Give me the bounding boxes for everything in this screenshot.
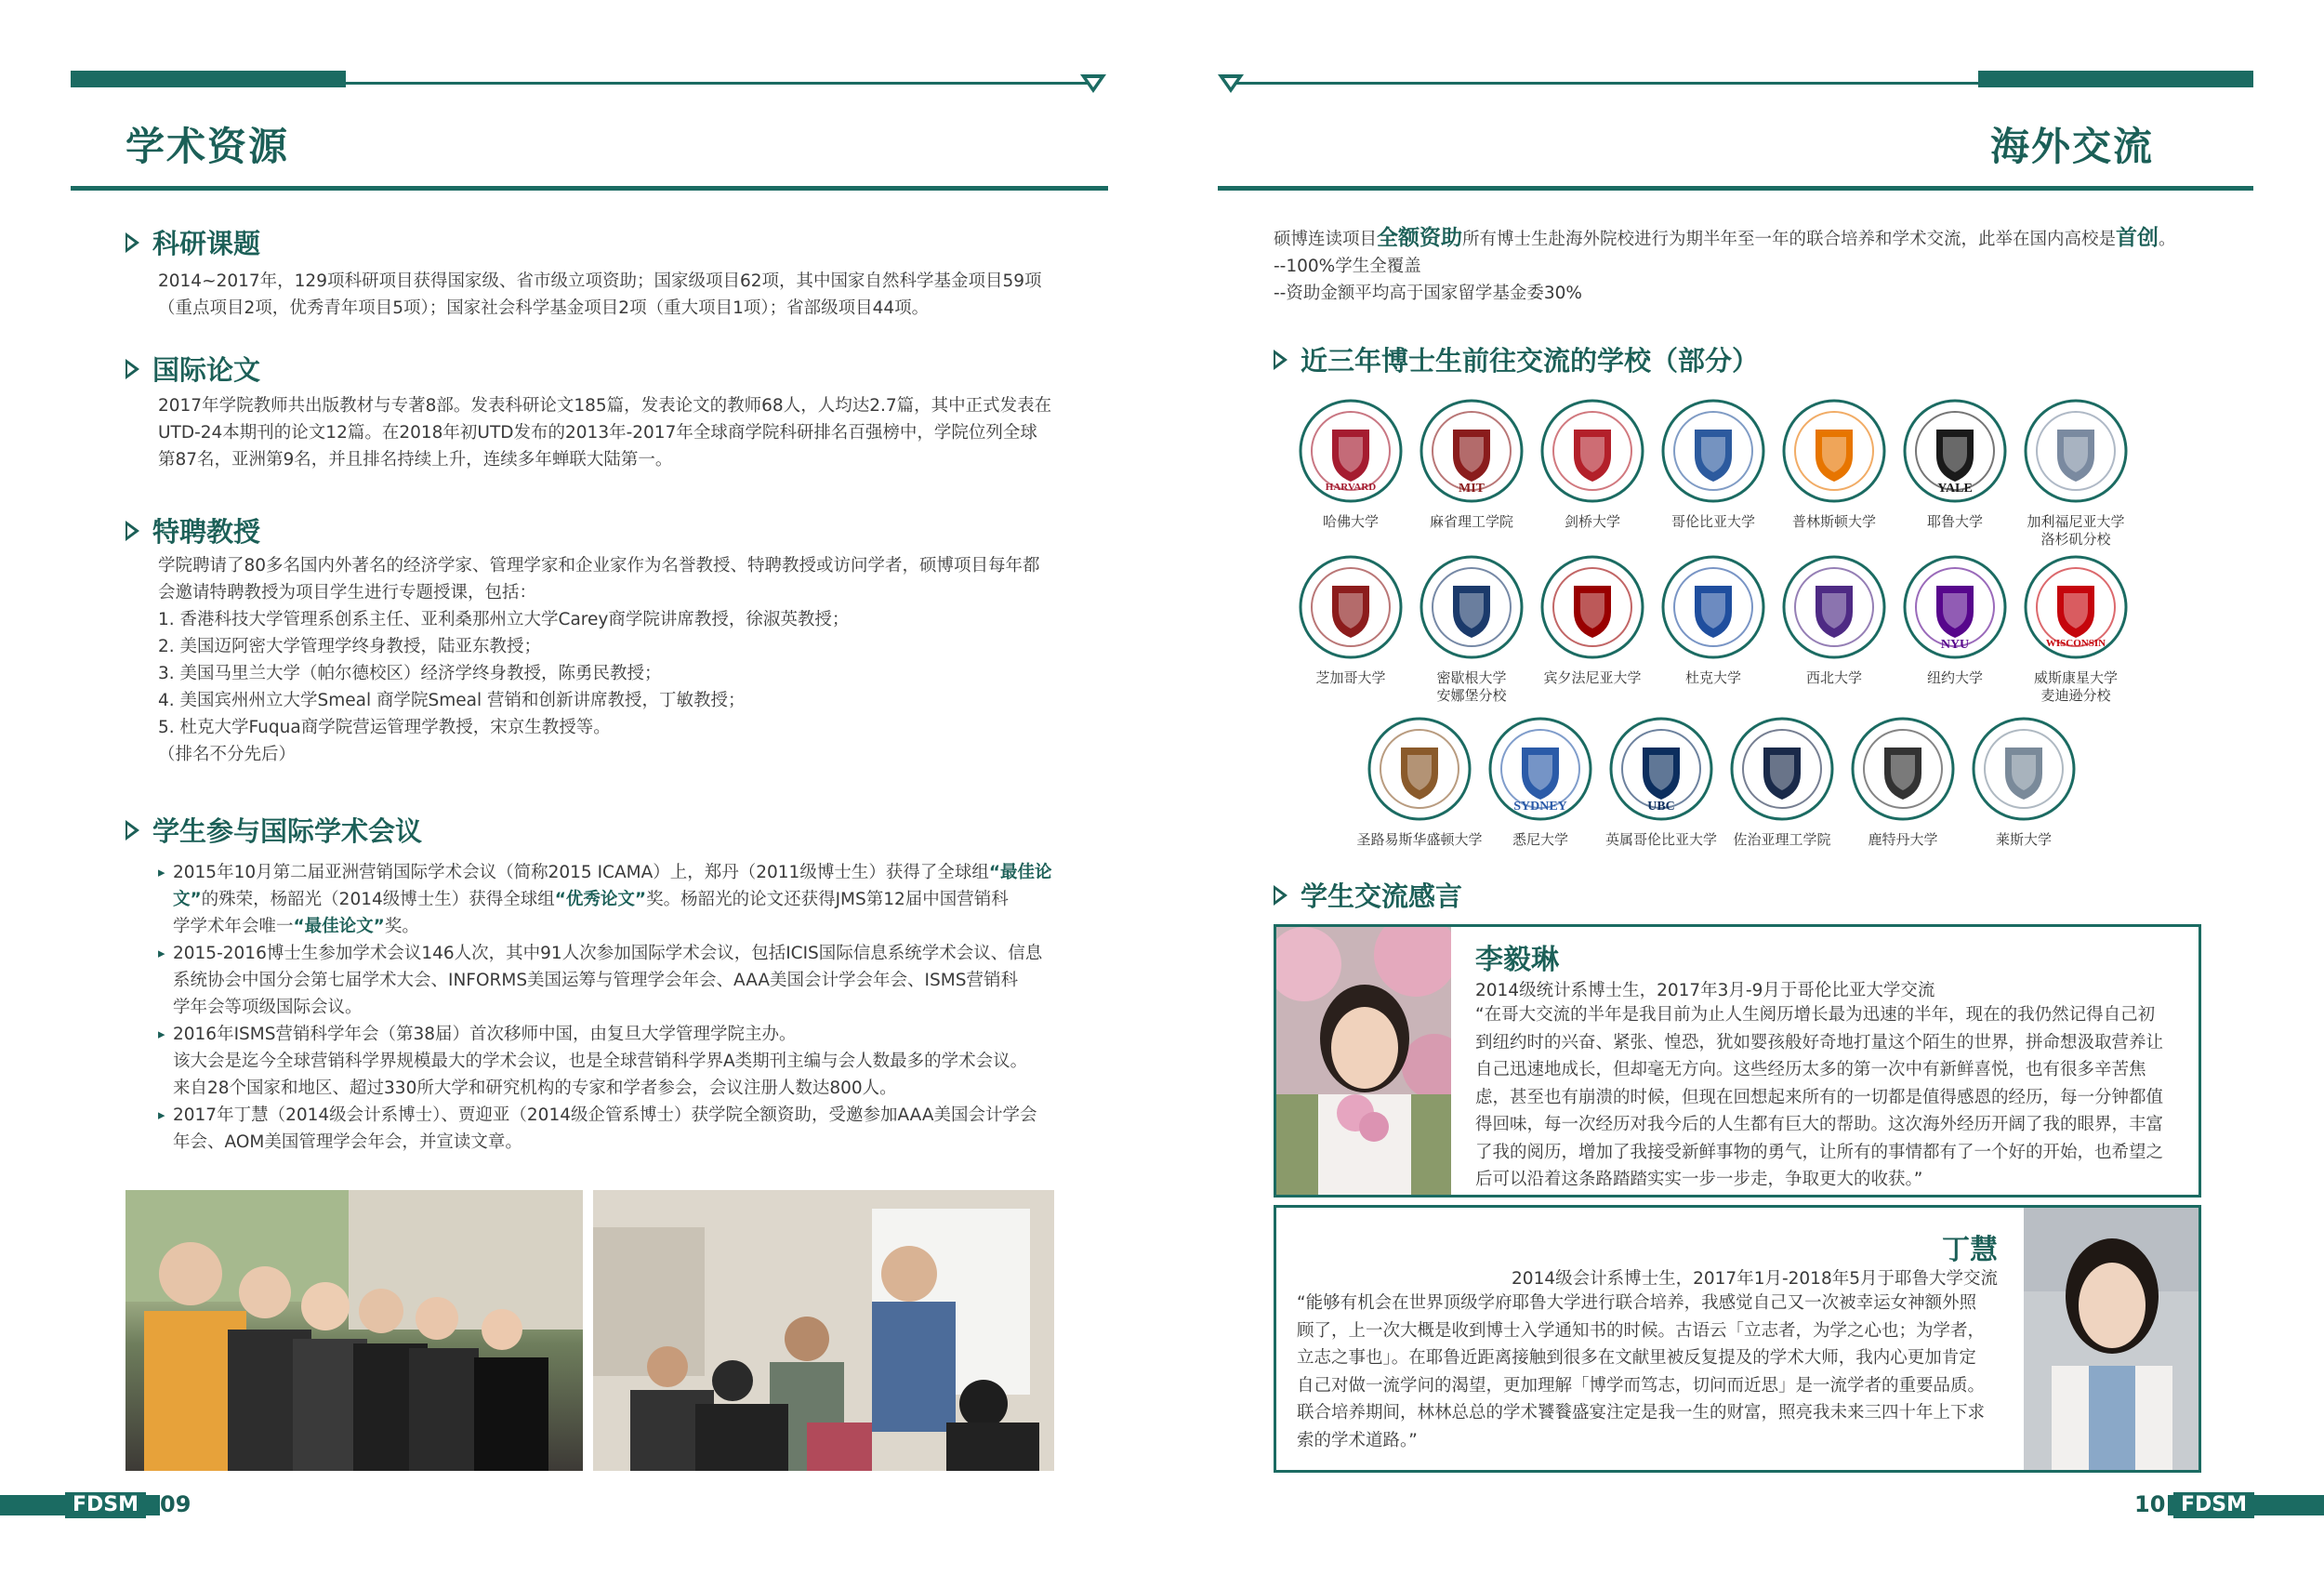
school-logo-icon <box>2023 398 2129 504</box>
text-line: （重点项目2项，优秀青年项目5项）；国家社会科学基金项目2项（重大项目1项）；省部级项目44项。 <box>158 298 930 318</box>
highlight-text: “最佳论 <box>988 863 1052 882</box>
student-photo-liyilin <box>1276 927 1451 1195</box>
school-name <box>1523 669 1662 687</box>
school-name-line: 圣路易斯华盛顿大学 <box>1356 831 1483 848</box>
text-line: 学院聘请了80多名国内外著名的经济学家、管理学家和企业家作为名誉教授、特聘教授或访问学者，硕博项目每年都 <box>158 556 1040 576</box>
left-top-line <box>346 82 1089 85</box>
heading-text: 国际论文 <box>152 354 261 386</box>
section-heading-research <box>125 223 260 261</box>
school-logo-icon <box>1660 554 1766 660</box>
school-name <box>1764 669 1904 687</box>
school-name-line: 鹿特丹大学 <box>1868 831 1938 848</box>
text-line: 立志之事也」。在耶鲁近距离接触到很多在文献里被反复提及的学术大师，我内心更加肯定 <box>1297 1348 1976 1368</box>
school-name-line: 麦迪逊分校 <box>2040 687 2111 704</box>
school-name-line: 威斯康星大学 <box>2033 669 2118 686</box>
text-line: 后可以沿着这条路踏踏实实一步一步走，争取更大的收获。” <box>1475 1170 1923 1189</box>
heading-text: 特聘教授 <box>152 516 261 548</box>
school-name-line: 纽约大学 <box>1926 669 1983 686</box>
highlight-text: “最佳论文” <box>293 917 385 936</box>
heading-text: 学生交流感言 <box>1301 880 1463 912</box>
school-name <box>1644 669 1783 687</box>
text-line: 2017年学院教师共出版教材与专著8部。发表科研论文185篇，发表论文的教师68人，人均达2.7篇，其中正式发表在 <box>158 396 1052 416</box>
triangle-bullet-icon <box>125 232 139 253</box>
school-name <box>1402 513 1541 531</box>
text-span: 。 <box>2159 230 2176 249</box>
school-logo-icon <box>1419 554 1525 660</box>
student-info-2: 2014级会计系博士生，2017年1月-2018年5月于耶鲁大学交流 <box>1512 1269 1998 1289</box>
school-name-line: 西北大学 <box>1805 669 1862 686</box>
page-number: 09 <box>160 1491 191 1517</box>
school-name <box>2006 669 2146 705</box>
left-top-bar <box>71 71 346 87</box>
school-wordmark: YALE <box>1937 482 1973 496</box>
students-group-photo <box>125 1190 583 1471</box>
section-heading-schools <box>1274 340 1759 378</box>
school-name-line: 密歇根大学 <box>1436 669 1507 686</box>
page-title: 学术资源 <box>125 124 290 169</box>
text-line: 3. 美国马里兰大学（帕尔德校区）经济学终身教授，陈勇民教授； <box>158 664 662 683</box>
text-line: 索的学术道路。” <box>1297 1430 1418 1450</box>
student-info-1: 2014级统计系博士生，2017年3月-9月于哥伦比亚大学交流 <box>1475 981 1935 1000</box>
school-name-line: 佐治亚理工学院 <box>1733 831 1831 848</box>
school-logo-icon <box>1781 554 1887 660</box>
school-name-line: 安娜堡分校 <box>1436 687 1507 704</box>
school-name <box>1764 513 1904 531</box>
school-name-line: 耶鲁大学 <box>1926 513 1983 530</box>
school-wordmark: MIT <box>1459 482 1485 496</box>
heading-text: 科研课题 <box>152 228 261 259</box>
school-name-line: 莱斯大学 <box>1995 831 2052 848</box>
school-name-line: 哥伦比亚大学 <box>1670 513 1755 530</box>
school-logo-icon <box>1971 716 2077 822</box>
testimonial-text-2 <box>1297 1290 1985 1454</box>
text-span: 所有博士生赴海外院校进行为期半年至一年的联合培养和学术交流，此举在国内高校是 <box>1462 230 2117 249</box>
page-title-right: 海外交流 <box>1989 124 2154 169</box>
text-line: 虑，甚至也有崩溃的时候，但现在回想起来所有的一切都是值得感恩的经历，每一分钟都值 <box>1475 1087 2164 1107</box>
text-span: 2015年10月第二届亚洲营销国际学术会议（简称2015 ICAMA）上，郑丹（2011级博士生）获得了全球组 <box>173 863 989 882</box>
highlight-text: 文” <box>173 890 202 909</box>
text-line: 联合培养期间，林林总总的学术饕餮盛宴注定是我一生的财富，照亮我未来三四十年上下求 <box>1297 1403 1986 1423</box>
school-name-line: 洛杉矶分校 <box>2040 531 2111 548</box>
text-line: 自己对做一流学问的渴望，更加理解「博学而笃志，切问而近思」是一流学者的重要品质。 <box>1297 1375 1986 1396</box>
school-name <box>1523 513 1662 531</box>
school-logo-icon <box>1539 554 1645 660</box>
text-line: 自己迅速地成长，但却毫无方向。这些经历太多的第一次中有新鲜喜悦，也有很多辛苦焦 <box>1475 1060 2146 1079</box>
intro-line-1 <box>1274 225 2176 253</box>
text-line: 得回味，每一次经历对我今后的人生都有巨大的帮助。这次海外经历开阔了我的眼界，丰富 <box>1475 1115 2164 1134</box>
heading-text: 近三年博士生前往交流的学校（部分） <box>1301 345 1760 377</box>
school-wordmark: SYDNEY <box>1513 800 1567 814</box>
school-name-line: 普林斯顿大学 <box>1791 513 1876 530</box>
conferences-paragraph <box>173 859 1052 1156</box>
school-name <box>1402 669 1541 705</box>
triangle-bullet-icon <box>125 521 139 541</box>
school-name <box>1833 831 1973 849</box>
triangle-bullet-icon <box>1274 885 1287 906</box>
text-line: 来自28个国家和地区、超过330所大学和研究机构的专家和学者参会，会议注册人数达800人。 <box>173 1079 897 1098</box>
school-name-line: 麻省理工学院 <box>1429 513 1513 530</box>
text-line: （排名不分先后） <box>158 745 297 764</box>
school-logo-icon <box>1660 398 1766 504</box>
text-span: 硕博连读项目 <box>1274 230 1378 249</box>
testimonial-text-1 <box>1475 1001 2163 1194</box>
conference-item-4: ▸ 2017年丁慧（2014级会计系博士）、贾迎亚（2014级企管系博士）获学院全额资助，受邀参加AAA美国会计学会 <box>173 1102 1052 1129</box>
student-photo-dinghui <box>2024 1208 2199 1470</box>
text-line: 1. 香港科技大学管理系创系主任、亚利桑那州立大学Carey商学院讲席教授，徐淑英教授； <box>158 610 850 629</box>
school-name <box>1281 513 1420 531</box>
school-name-line: 芝加哥大学 <box>1315 669 1386 686</box>
highlight-text: “优秀论文” <box>554 890 647 909</box>
school-name <box>1885 669 2025 687</box>
school-name-line: 悉尼大学 <box>1512 831 1568 848</box>
footer-brand-right: FDSM <box>2173 1492 2254 1518</box>
text-line: 会邀请特聘教授为项目学生进行专题授课，包括： <box>158 583 537 602</box>
school-name <box>1885 513 2025 531</box>
school-name-line: 哈佛大学 <box>1322 513 1379 530</box>
text-line: 学年会等项级国际会议。 <box>173 998 363 1017</box>
highlight-text: 全额资助 <box>1377 226 1463 250</box>
school-name <box>2006 513 2146 549</box>
conference-item-3: ▸ 2016年ISMS营销科学年会（第38届）首次移师中国，由复旦大学管理学院主办。 <box>173 1021 1052 1048</box>
school-logo-icon <box>1367 716 1472 822</box>
student-name-2: 丁慧 <box>1942 1234 1998 1266</box>
triangle-bullet-icon <box>1274 350 1287 370</box>
school-name <box>1954 831 2093 849</box>
left-title-underline <box>71 186 1108 191</box>
classroom-photo <box>593 1190 1054 1471</box>
school-logo-icon <box>1729 716 1835 822</box>
papers-paragraph <box>158 392 1051 473</box>
text-line: 2014~2017年，129项科研项目获得国家级、省市级立项资助；国家级项目62项，其中国家自然科学基金项目59项 <box>158 271 1042 291</box>
testimonial-card-1 <box>1274 924 2201 1198</box>
school-logo-icon <box>1850 716 1956 822</box>
text-line: 年会、AOM美国管理学会年会，并宣读文章。 <box>173 1132 522 1152</box>
conference-item-1 <box>173 859 1052 886</box>
left-chevron-icon <box>1078 73 1108 95</box>
section-heading-conferences <box>125 811 422 849</box>
text-line: 顾了，上一次大概是收到博士入学通知书的时候。古语云「立志者，为学之心也；为学者， <box>1297 1320 1986 1341</box>
text-line: 到纽约时的兴奋、紧张、惶恐，犹如婴孩般好奇地打量这个陌生的世界，拼命想汲取营养让 <box>1475 1032 2164 1052</box>
intro-line-2: --100%学生全覆盖 <box>1274 257 1421 276</box>
text-span: 奖。杨韶光的论文还获得JMS第12届中国营销科 <box>646 890 1009 909</box>
text-line <box>173 913 1052 940</box>
school-wordmark: HARVARD <box>1325 482 1377 493</box>
text-span: 学学术年会唯一 <box>173 917 294 936</box>
text-line: 该大会是迄今全球营销科学界规模最大的学术会议，也是全球营销科学界A类期刊主编与会人数最多的学术会议。 <box>173 1052 1028 1071</box>
intro-line-3: --资助金额平均高于国家留学基金委30% <box>1274 284 1582 303</box>
text-span: 奖。 <box>384 917 419 936</box>
testimonial-card-2 <box>1274 1205 2201 1473</box>
school-name <box>1712 831 1852 849</box>
school-name <box>1281 669 1420 687</box>
right-top-bar <box>1978 71 2253 87</box>
school-wordmark: UBC <box>1647 800 1675 814</box>
school-logo-icon <box>1539 398 1645 504</box>
professors-paragraph <box>158 552 1040 768</box>
text-line: 4. 美国宾州州立大学Smeal 商学院Smeal 营销和创新讲席教授，丁敏教授； <box>158 691 746 710</box>
school-name-line: 杜克大学 <box>1684 669 1741 686</box>
section-heading-papers <box>125 350 260 388</box>
text-line: 系统协会中国分会第七届学术大会、INFORMS美国运筹与管理学会年会、AAA美国会计学会年会、ISMS营销科 <box>173 971 1018 990</box>
school-name <box>1644 513 1783 531</box>
school-wordmark: WISCONSIN <box>2045 638 2106 649</box>
heading-text: 学生参与国际学术会议 <box>152 815 423 847</box>
school-name <box>1350 831 1489 849</box>
text-line: UTD-24本期刊的论文12篇。在2018年初UTD发布的2013年-2017年全球商学院科研排名百强榜中，学院位列全球 <box>158 423 1037 443</box>
triangle-bullet-icon <box>125 820 139 840</box>
triangle-bullet-icon <box>125 359 139 379</box>
section-heading-professors <box>125 511 260 549</box>
school-name-line: 加利福尼亚大学 <box>2027 513 2125 530</box>
highlight-text: 首创 <box>2116 226 2159 250</box>
text-span: 的殊荣，杨韶光（2014级博士生）获得全球组 <box>201 890 555 909</box>
text-line: 5. 杜克大学Fuqua商学院营运管理学教授，宋京生教授等。 <box>158 718 611 737</box>
school-name-line: 剑桥大学 <box>1564 513 1620 530</box>
right-title-underline <box>1218 186 2253 191</box>
school-logo-icon <box>1781 398 1887 504</box>
footer-brand: FDSM <box>65 1492 146 1518</box>
conference-item-2: ▸ 2015-2016博士生参加学术会议146人次，其中91人次参加国际学术会议，包括ICIS国际信息系统学术会议、信息 <box>173 940 1052 967</box>
text-line: 2. 美国迈阿密大学管理学终身教授，陆亚东教授； <box>158 637 542 656</box>
school-name <box>1471 831 1610 849</box>
school-logo-icon <box>1298 554 1404 660</box>
text-line: 了我的阅历，增加了我接受新鲜事物的勇气，让所有的事情都有了一个好的开始，也希望之 <box>1475 1142 2164 1162</box>
page-number-right: 10 <box>2134 1491 2166 1517</box>
research-paragraph <box>158 268 1042 322</box>
right-top-line <box>1235 82 1978 85</box>
right-chevron-icon <box>1216 73 1246 95</box>
school-name-line: 英属哥伦比亚大学 <box>1604 831 1717 848</box>
section-heading-testimonials <box>1274 876 1462 914</box>
school-name <box>1591 831 1731 849</box>
text-line: “在哥大交流的半年是我目前为止人生阅历增长最为迅速的半年，现在的我仍然记得自己初 <box>1475 1005 2156 1025</box>
text-line <box>173 886 1052 913</box>
text-line: “能够有机会在世界顶级学府耶鲁大学进行联合培养，我感觉自己又一次被幸运女神额外照 <box>1297 1293 1977 1313</box>
student-name-1: 李毅琳 <box>1475 944 1559 976</box>
school-wordmark: NYU <box>1940 638 1970 652</box>
school-name-line: 宾夕法尼亚大学 <box>1543 669 1642 686</box>
text-line: 第87名，亚洲第9名，并且排名持续上升，连续多年蝉联大陆第一。 <box>158 450 673 470</box>
exchange-intro <box>1274 225 2176 307</box>
